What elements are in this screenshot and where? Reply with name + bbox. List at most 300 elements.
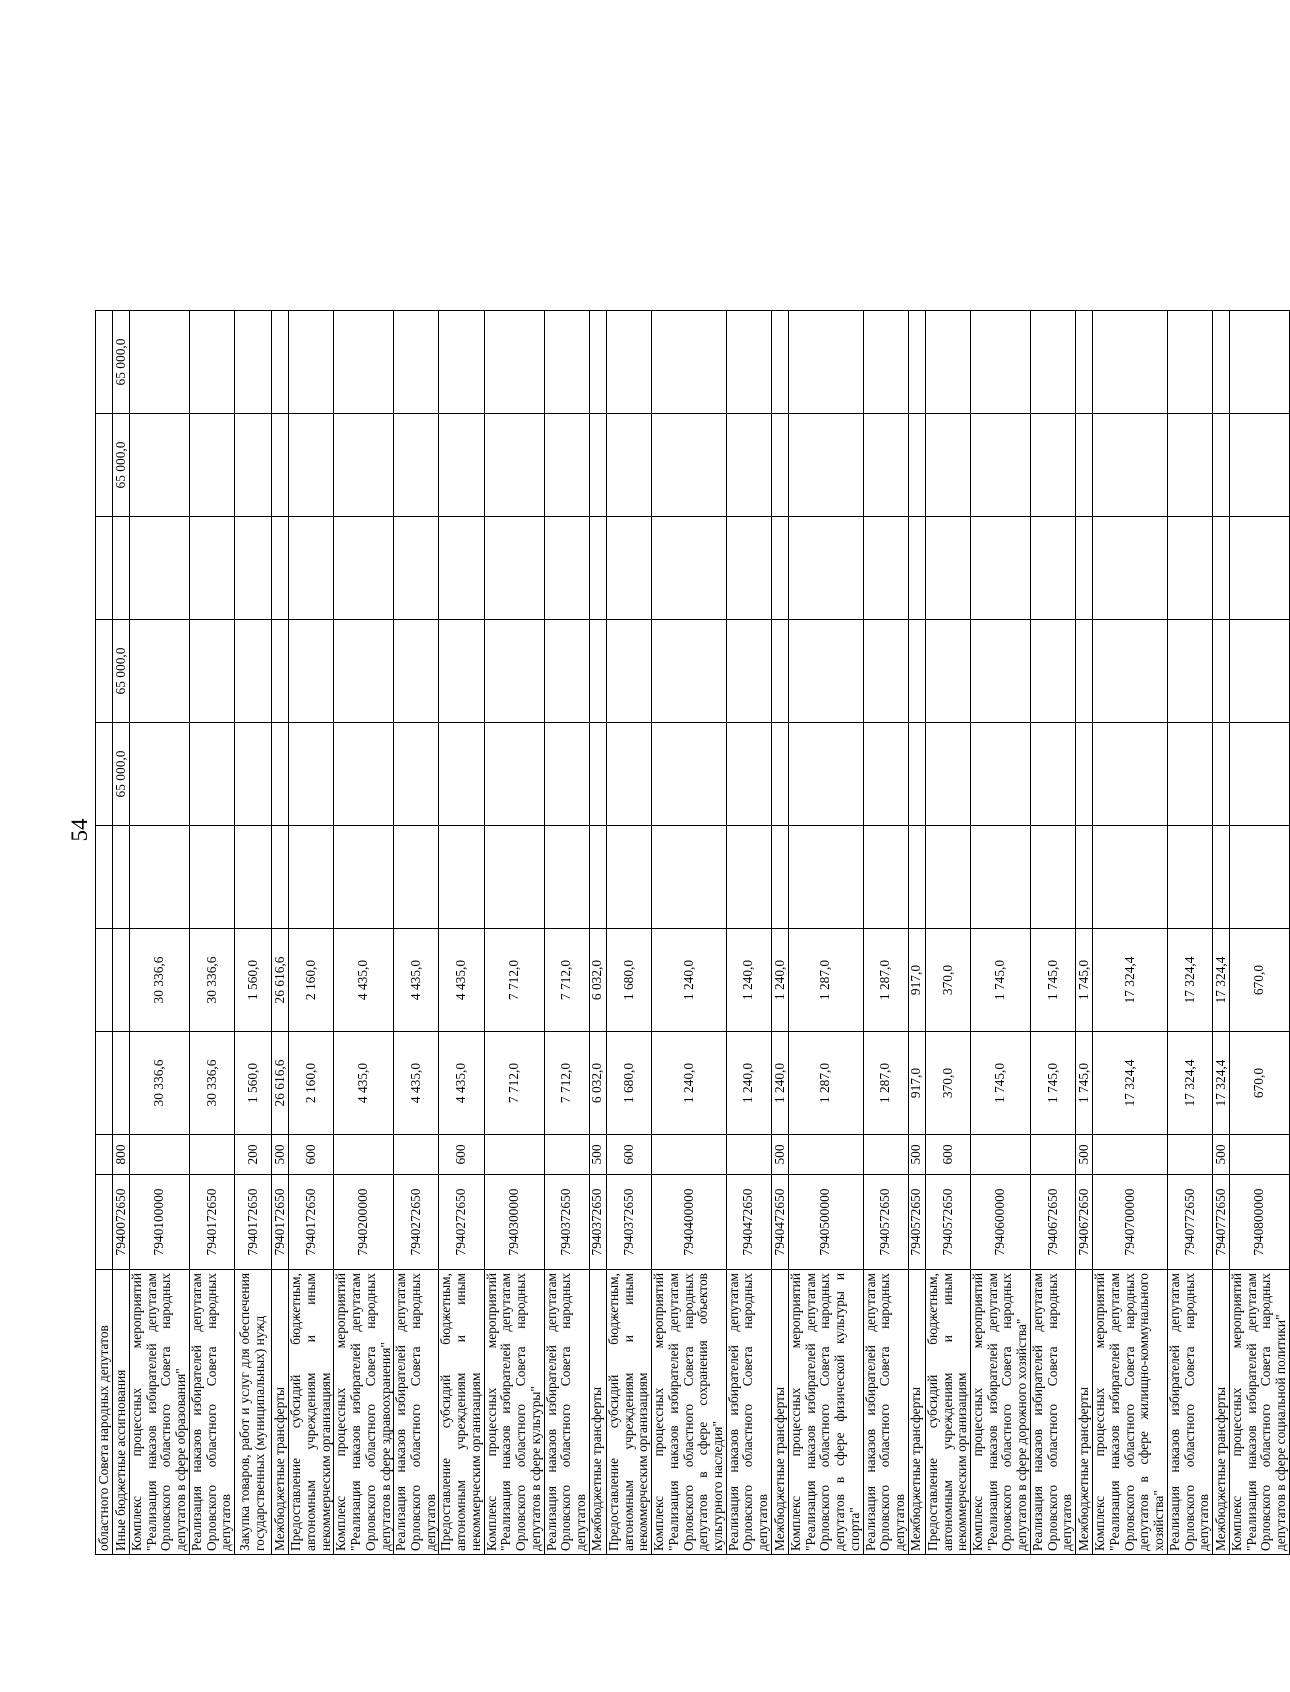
row-code-cell: 7940300000: [484, 1175, 544, 1270]
table-row: [189, 311, 234, 1555]
row-name-cell: Межбюджетные трансферты: [589, 1270, 606, 1555]
row-code-cell: 7940372650: [589, 1175, 606, 1270]
row-value-cell: 17 324,4: [1167, 1032, 1212, 1135]
row-value-cell: [589, 723, 606, 826]
row-type-cell: 500: [771, 1135, 788, 1175]
row-value-cell: [96, 929, 113, 1032]
row-name-cell: Предоставление субсидий бюджетным, автономным учреждениям и иным некоммерческим организациям: [439, 1270, 484, 1555]
row-type-cell: [1167, 1135, 1212, 1175]
row-value-cell: [970, 311, 1030, 414]
row-name-cell: Комплекс процессных мероприятий "Реализация наказов избирателей депутатам Орловского областного Совета народных депутатов в сфере жилищно-коммунального хозяйства": [1093, 1270, 1168, 1555]
row-code-cell: 7940772650: [1213, 1175, 1230, 1270]
row-value-cell: [1167, 620, 1212, 723]
row-value-cell: [652, 620, 727, 723]
row-value-cell: [484, 723, 544, 826]
row-name-cell: Межбюджетные трансферты: [908, 1270, 925, 1555]
row-value-cell: [726, 517, 771, 620]
row-value-cell: [652, 723, 727, 826]
row-code-cell: 7940772650: [1167, 1175, 1212, 1270]
row-type-cell: [788, 1135, 863, 1175]
row-value-cell: [970, 620, 1030, 723]
row-value-cell: [970, 414, 1030, 517]
row-value-cell: [130, 311, 190, 414]
table-row: [484, 311, 544, 1555]
row-value-cell: 917,0: [908, 929, 925, 1032]
row-value-cell: 4 435,0: [439, 929, 484, 1032]
row-value-cell: 30 336,6: [130, 929, 190, 1032]
row-value-cell: [1230, 517, 1290, 620]
row-name-cell: Предоставление субсидий бюджетным, автономным учреждениям и иным некоммерческим организациям: [289, 1270, 334, 1555]
row-type-cell: 500: [589, 1135, 606, 1175]
row-value-cell: [439, 826, 484, 929]
table-row: [439, 311, 484, 1555]
row-value-cell: [1167, 723, 1212, 826]
row-value-cell: [1076, 723, 1093, 826]
row-value-cell: 1 680,0: [606, 1032, 651, 1135]
row-value-cell: [925, 414, 970, 517]
row-type-cell: 500: [1213, 1135, 1230, 1175]
row-value-cell: [130, 723, 190, 826]
row-value-cell: 2 160,0: [289, 1032, 334, 1135]
row-value-cell: [289, 620, 334, 723]
row-value-cell: [394, 517, 439, 620]
row-value-cell: 4 435,0: [334, 929, 394, 1032]
row-value-cell: [726, 311, 771, 414]
row-code-cell: 7940600000: [970, 1175, 1030, 1270]
row-value-cell: [96, 414, 113, 517]
row-name-cell: Комплекс процессных мероприятий "Реализация наказов избирателей депутатам Орловского областного Совета народных депутатов в сфере образования": [130, 1270, 190, 1555]
row-name-cell: Предоставление субсидий бюджетным, автономным учреждениям и иным некоммерческим организациям: [925, 1270, 970, 1555]
row-value-cell: [1213, 311, 1230, 414]
row-value-cell: [334, 414, 394, 517]
row-value-cell: [652, 517, 727, 620]
row-value-cell: [771, 414, 788, 517]
row-name-cell: Реализация наказов избирателей депутатам Орловского областного Совета народных депутатов: [863, 1270, 908, 1555]
row-value-cell: [863, 723, 908, 826]
row-value-cell: [1230, 826, 1290, 929]
row-value-cell: [863, 826, 908, 929]
row-value-cell: 26 616,6: [272, 929, 289, 1032]
row-value-cell: [1030, 517, 1075, 620]
row-value-cell: [925, 826, 970, 929]
row-type-cell: [1093, 1135, 1168, 1175]
row-value-cell: [1076, 620, 1093, 723]
table-row: [96, 311, 113, 1555]
row-value-cell: [606, 414, 651, 517]
row-value-cell: 917,0: [908, 1032, 925, 1135]
row-value-cell: [1076, 414, 1093, 517]
row-value-cell: 1 287,0: [863, 1032, 908, 1135]
table-row: [394, 311, 439, 1555]
row-value-cell: 670,0: [1230, 1032, 1290, 1135]
row-value-cell: [334, 311, 394, 414]
row-value-cell: [189, 620, 234, 723]
row-value-cell: [1213, 414, 1230, 517]
row-value-cell: [544, 517, 589, 620]
row-code-cell: 7940200000: [334, 1175, 394, 1270]
row-value-cell: [1230, 414, 1290, 517]
row-value-cell: 7 712,0: [544, 929, 589, 1032]
row-code-cell: 7940672650: [1030, 1175, 1075, 1270]
row-value-cell: [970, 723, 1030, 826]
row-value-cell: [113, 517, 130, 620]
table-row: [130, 311, 190, 1555]
row-value-cell: [726, 414, 771, 517]
row-value-cell: [863, 311, 908, 414]
row-value-cell: 370,0: [925, 1032, 970, 1135]
row-type-cell: [130, 1135, 190, 1175]
row-value-cell: [788, 826, 863, 929]
row-value-cell: [908, 620, 925, 723]
row-code-cell: 7940500000: [788, 1175, 863, 1270]
row-value-cell: [589, 826, 606, 929]
row-value-cell: [589, 517, 606, 620]
row-type-cell: [863, 1135, 908, 1175]
row-value-cell: [1167, 826, 1212, 929]
row-value-cell: [606, 620, 651, 723]
row-name-cell: Комплекс процессных мероприятий "Реализация наказов избирателей депутатам Орловского областного Совета народных депутатов в сфере социальной политики": [1230, 1270, 1290, 1555]
row-value-cell: [1030, 723, 1075, 826]
row-code-cell: 7940100000: [130, 1175, 190, 1270]
table-row: [1213, 311, 1230, 1555]
row-type-cell: [1230, 1135, 1290, 1175]
row-code-cell: 7940572650: [863, 1175, 908, 1270]
row-value-cell: [272, 414, 289, 517]
row-type-cell: [970, 1135, 1030, 1175]
row-value-cell: 7 712,0: [484, 1032, 544, 1135]
row-value-cell: [1076, 517, 1093, 620]
row-value-cell: 1 240,0: [771, 929, 788, 1032]
row-value-cell: [1230, 620, 1290, 723]
row-value-cell: [235, 311, 272, 414]
row-value-cell: [113, 826, 130, 929]
row-type-cell: 500: [908, 1135, 925, 1175]
row-value-cell: 1 287,0: [863, 929, 908, 1032]
row-code-cell: 7940172650: [189, 1175, 234, 1270]
row-value-cell: 1 560,0: [235, 1032, 272, 1135]
row-value-cell: [439, 723, 484, 826]
row-name-cell: Межбюджетные трансферты: [272, 1270, 289, 1555]
row-value-cell: 670,0: [1230, 929, 1290, 1032]
row-name-cell: Иные бюджетные ассигнования: [113, 1270, 130, 1555]
table-row: [235, 311, 272, 1555]
row-value-cell: [544, 826, 589, 929]
row-value-cell: [1076, 826, 1093, 929]
row-value-cell: [726, 620, 771, 723]
row-value-cell: 17 324,4: [1093, 1032, 1168, 1135]
row-value-cell: [235, 517, 272, 620]
row-value-cell: [788, 517, 863, 620]
row-value-cell: [589, 414, 606, 517]
row-value-cell: [788, 414, 863, 517]
row-code-cell: 7940272650: [439, 1175, 484, 1270]
row-name-cell: Комплекс процессных мероприятий "Реализация наказов избирателей депутатам Орловского областного Совета народных депутатов в сфере физической культуры и спорта": [788, 1270, 863, 1555]
row-type-cell: 600: [289, 1135, 334, 1175]
row-name-cell: Комплекс процессных мероприятий "Реализация наказов избирателей депутатам Орловского областного Совета народных депутатов в сфере дорожного хозяйства": [970, 1270, 1030, 1555]
row-name-cell: областного Совета народных депутатов: [96, 1270, 113, 1555]
row-name-cell: Межбюджетные трансферты: [1076, 1270, 1093, 1555]
row-value-cell: [1093, 826, 1168, 929]
row-value-cell: [439, 311, 484, 414]
row-value-cell: [788, 723, 863, 826]
row-value-cell: 65 000,0: [113, 620, 130, 723]
row-value-cell: [235, 620, 272, 723]
table-row: [589, 311, 606, 1555]
row-type-cell: [1030, 1135, 1075, 1175]
row-value-cell: 7 712,0: [484, 929, 544, 1032]
row-code-cell: 7940800000: [1230, 1175, 1290, 1270]
row-value-cell: 1 680,0: [606, 929, 651, 1032]
row-name-cell: Реализация наказов избирателей депутатам Орловского областного Совета народных депутатов: [544, 1270, 589, 1555]
row-value-cell: [652, 414, 727, 517]
row-value-cell: [544, 620, 589, 723]
row-value-cell: 30 336,6: [189, 1032, 234, 1135]
row-value-cell: [334, 826, 394, 929]
row-value-cell: [289, 311, 334, 414]
row-value-cell: [970, 517, 1030, 620]
row-value-cell: [272, 620, 289, 723]
row-code-cell: 7940172650: [289, 1175, 334, 1270]
row-code-cell: [96, 1175, 113, 1270]
row-value-cell: [1213, 826, 1230, 929]
row-type-cell: 800: [113, 1135, 130, 1175]
row-value-cell: [925, 517, 970, 620]
table-row: [925, 311, 970, 1555]
row-name-cell: Реализация наказов избирателей депутатам Орловского областного Совета народных депутатов: [1030, 1270, 1075, 1555]
row-code-cell: 7940472650: [771, 1175, 788, 1270]
table-row: [863, 311, 908, 1555]
table-row: [1076, 311, 1093, 1555]
row-code-cell: 7940372650: [606, 1175, 651, 1270]
rotated-page: [0, 70, 1289, 1620]
row-value-cell: [925, 620, 970, 723]
row-value-cell: [1093, 414, 1168, 517]
row-name-cell: Комплекс процессных мероприятий "Реализация наказов избирателей депутатам Орловского областного Совета народных депутатов в сфере сохранения объектов культурного наследия": [652, 1270, 727, 1555]
row-name-cell: Предоставление субсидий бюджетным, автономным учреждениям и иным некоммерческим организациям: [606, 1270, 651, 1555]
row-name-cell: Комплекс процессных мероприятий "Реализация наказов избирателей депутатам Орловского областного Совета народных депутатов в сфере культуры": [484, 1270, 544, 1555]
row-value-cell: 65 000,0: [113, 311, 130, 414]
table-row: [1030, 311, 1075, 1555]
table-row: [652, 311, 727, 1555]
row-value-cell: [1167, 517, 1212, 620]
row-value-cell: [652, 311, 727, 414]
row-type-cell: [189, 1135, 234, 1175]
row-code-cell: 7940700000: [1093, 1175, 1168, 1270]
table-row: [726, 311, 771, 1555]
row-value-cell: [771, 311, 788, 414]
row-value-cell: [289, 414, 334, 517]
row-value-cell: 30 336,6: [189, 929, 234, 1032]
row-type-cell: [394, 1135, 439, 1175]
row-code-cell: 7940172650: [272, 1175, 289, 1270]
row-value-cell: [1030, 311, 1075, 414]
row-type-cell: 200: [235, 1135, 272, 1175]
row-value-cell: [439, 620, 484, 723]
row-value-cell: [130, 826, 190, 929]
row-value-cell: 1 745,0: [1030, 929, 1075, 1032]
row-value-cell: [484, 517, 544, 620]
row-name-cell: Реализация наказов избирателей депутатам Орловского областного Совета народных депутатов: [726, 1270, 771, 1555]
row-value-cell: [652, 826, 727, 929]
row-value-cell: [130, 414, 190, 517]
row-value-cell: [439, 517, 484, 620]
row-value-cell: 4 435,0: [334, 1032, 394, 1135]
row-value-cell: [289, 517, 334, 620]
row-value-cell: [908, 517, 925, 620]
row-code-cell: 7940272650: [394, 1175, 439, 1270]
row-value-cell: 1 745,0: [1076, 1032, 1093, 1135]
row-value-cell: [726, 826, 771, 929]
table-row: [1093, 311, 1168, 1555]
row-value-cell: [1230, 311, 1290, 414]
row-value-cell: [606, 826, 651, 929]
row-type-cell: [544, 1135, 589, 1175]
row-value-cell: 4 435,0: [394, 1032, 439, 1135]
row-value-cell: [606, 517, 651, 620]
row-value-cell: [788, 620, 863, 723]
row-value-cell: [235, 826, 272, 929]
row-value-cell: 1 240,0: [726, 1032, 771, 1135]
row-value-cell: [589, 311, 606, 414]
row-value-cell: [925, 311, 970, 414]
row-type-cell: 600: [925, 1135, 970, 1175]
row-value-cell: [113, 929, 130, 1032]
row-value-cell: 2 160,0: [289, 929, 334, 1032]
row-value-cell: [925, 723, 970, 826]
table-row: [1230, 311, 1290, 1555]
row-value-cell: 1 745,0: [1076, 929, 1093, 1032]
row-value-cell: [1213, 517, 1230, 620]
row-value-cell: [96, 517, 113, 620]
row-value-cell: 17 324,4: [1213, 929, 1230, 1032]
row-value-cell: [1167, 311, 1212, 414]
row-name-cell: Комплекс процессных мероприятий "Реализация наказов избирателей депутатам Орловского областного Совета народных депутатов в сфере здравоохранения": [334, 1270, 394, 1555]
row-value-cell: 7 712,0: [544, 1032, 589, 1135]
row-value-cell: [1213, 723, 1230, 826]
row-value-cell: [96, 620, 113, 723]
row-value-cell: [272, 517, 289, 620]
row-value-cell: [863, 414, 908, 517]
table-row: [606, 311, 651, 1555]
row-value-cell: [1030, 620, 1075, 723]
row-type-cell: 600: [439, 1135, 484, 1175]
row-value-cell: 4 435,0: [439, 1032, 484, 1135]
table-row: [289, 311, 334, 1555]
row-type-cell: [334, 1135, 394, 1175]
row-value-cell: 6 032,0: [589, 929, 606, 1032]
row-value-cell: [1030, 826, 1075, 929]
row-value-cell: [96, 1032, 113, 1135]
row-name-cell: Межбюджетные трансферты: [771, 1270, 788, 1555]
row-value-cell: [130, 517, 190, 620]
row-code-cell: 7940172650: [235, 1175, 272, 1270]
row-value-cell: 65 000,0: [113, 723, 130, 826]
row-value-cell: [189, 414, 234, 517]
row-value-cell: [606, 723, 651, 826]
row-value-cell: [189, 311, 234, 414]
row-value-cell: [606, 311, 651, 414]
row-value-cell: [484, 414, 544, 517]
table-row: [272, 311, 289, 1555]
row-value-cell: [235, 723, 272, 826]
row-value-cell: 17 324,4: [1213, 1032, 1230, 1135]
table-row: [334, 311, 394, 1555]
row-value-cell: [334, 723, 394, 826]
row-code-cell: 7940672650: [1076, 1175, 1093, 1270]
row-value-cell: [771, 620, 788, 723]
row-code-cell: 7940472650: [726, 1175, 771, 1270]
row-name-cell: Реализация наказов избирателей депутатам Орловского областного Совета народных депутатов: [189, 1270, 234, 1555]
row-value-cell: 4 435,0: [394, 929, 439, 1032]
row-value-cell: [130, 620, 190, 723]
table-row: [771, 311, 788, 1555]
row-value-cell: [189, 517, 234, 620]
row-value-cell: 1 240,0: [726, 929, 771, 1032]
row-value-cell: [394, 620, 439, 723]
row-value-cell: 1 745,0: [1030, 1032, 1075, 1135]
row-code-cell: 7940572650: [908, 1175, 925, 1270]
row-value-cell: 65 000,0: [113, 414, 130, 517]
row-value-cell: [484, 311, 544, 414]
row-value-cell: [908, 311, 925, 414]
row-value-cell: [272, 723, 289, 826]
row-value-cell: [484, 826, 544, 929]
row-type-cell: [726, 1135, 771, 1175]
row-value-cell: [1076, 311, 1093, 414]
row-name-cell: Межбюджетные трансферты: [1213, 1270, 1230, 1555]
row-value-cell: 1 240,0: [652, 929, 727, 1032]
row-value-cell: 1 287,0: [788, 1032, 863, 1135]
row-value-cell: [1230, 723, 1290, 826]
row-value-cell: 6 032,0: [589, 1032, 606, 1135]
row-value-cell: [726, 723, 771, 826]
row-value-cell: [544, 414, 589, 517]
row-value-cell: [334, 517, 394, 620]
row-name-cell: Реализация наказов избирателей депутатам Орловского областного Совета народных депутатов: [394, 1270, 439, 1555]
row-name-cell: Закупка товаров, работ и услуг для обеспечения государственных (муниципальных) нужд: [235, 1270, 272, 1555]
row-value-cell: [544, 311, 589, 414]
row-value-cell: 17 324,4: [1093, 929, 1168, 1032]
row-value-cell: [394, 414, 439, 517]
table-row: [1167, 311, 1212, 1555]
row-type-cell: 500: [1076, 1135, 1093, 1175]
row-value-cell: [189, 826, 234, 929]
row-value-cell: [771, 517, 788, 620]
row-value-cell: [788, 311, 863, 414]
row-value-cell: [272, 311, 289, 414]
row-value-cell: [1093, 311, 1168, 414]
row-type-cell: 500: [272, 1135, 289, 1175]
table-body: [96, 311, 1290, 1555]
row-value-cell: [1093, 517, 1168, 620]
row-value-cell: 1 745,0: [970, 929, 1030, 1032]
table-row: [908, 311, 925, 1555]
row-value-cell: [908, 826, 925, 929]
row-value-cell: [970, 826, 1030, 929]
row-value-cell: [908, 723, 925, 826]
row-value-cell: [96, 826, 113, 929]
row-value-cell: 17 324,4: [1167, 929, 1212, 1032]
row-code-cell: 7940372650: [544, 1175, 589, 1270]
row-value-cell: [289, 826, 334, 929]
row-value-cell: [394, 826, 439, 929]
row-value-cell: [96, 311, 113, 414]
row-value-cell: [771, 723, 788, 826]
row-value-cell: [1093, 723, 1168, 826]
row-value-cell: [96, 723, 113, 826]
row-value-cell: [908, 414, 925, 517]
row-value-cell: [589, 620, 606, 723]
